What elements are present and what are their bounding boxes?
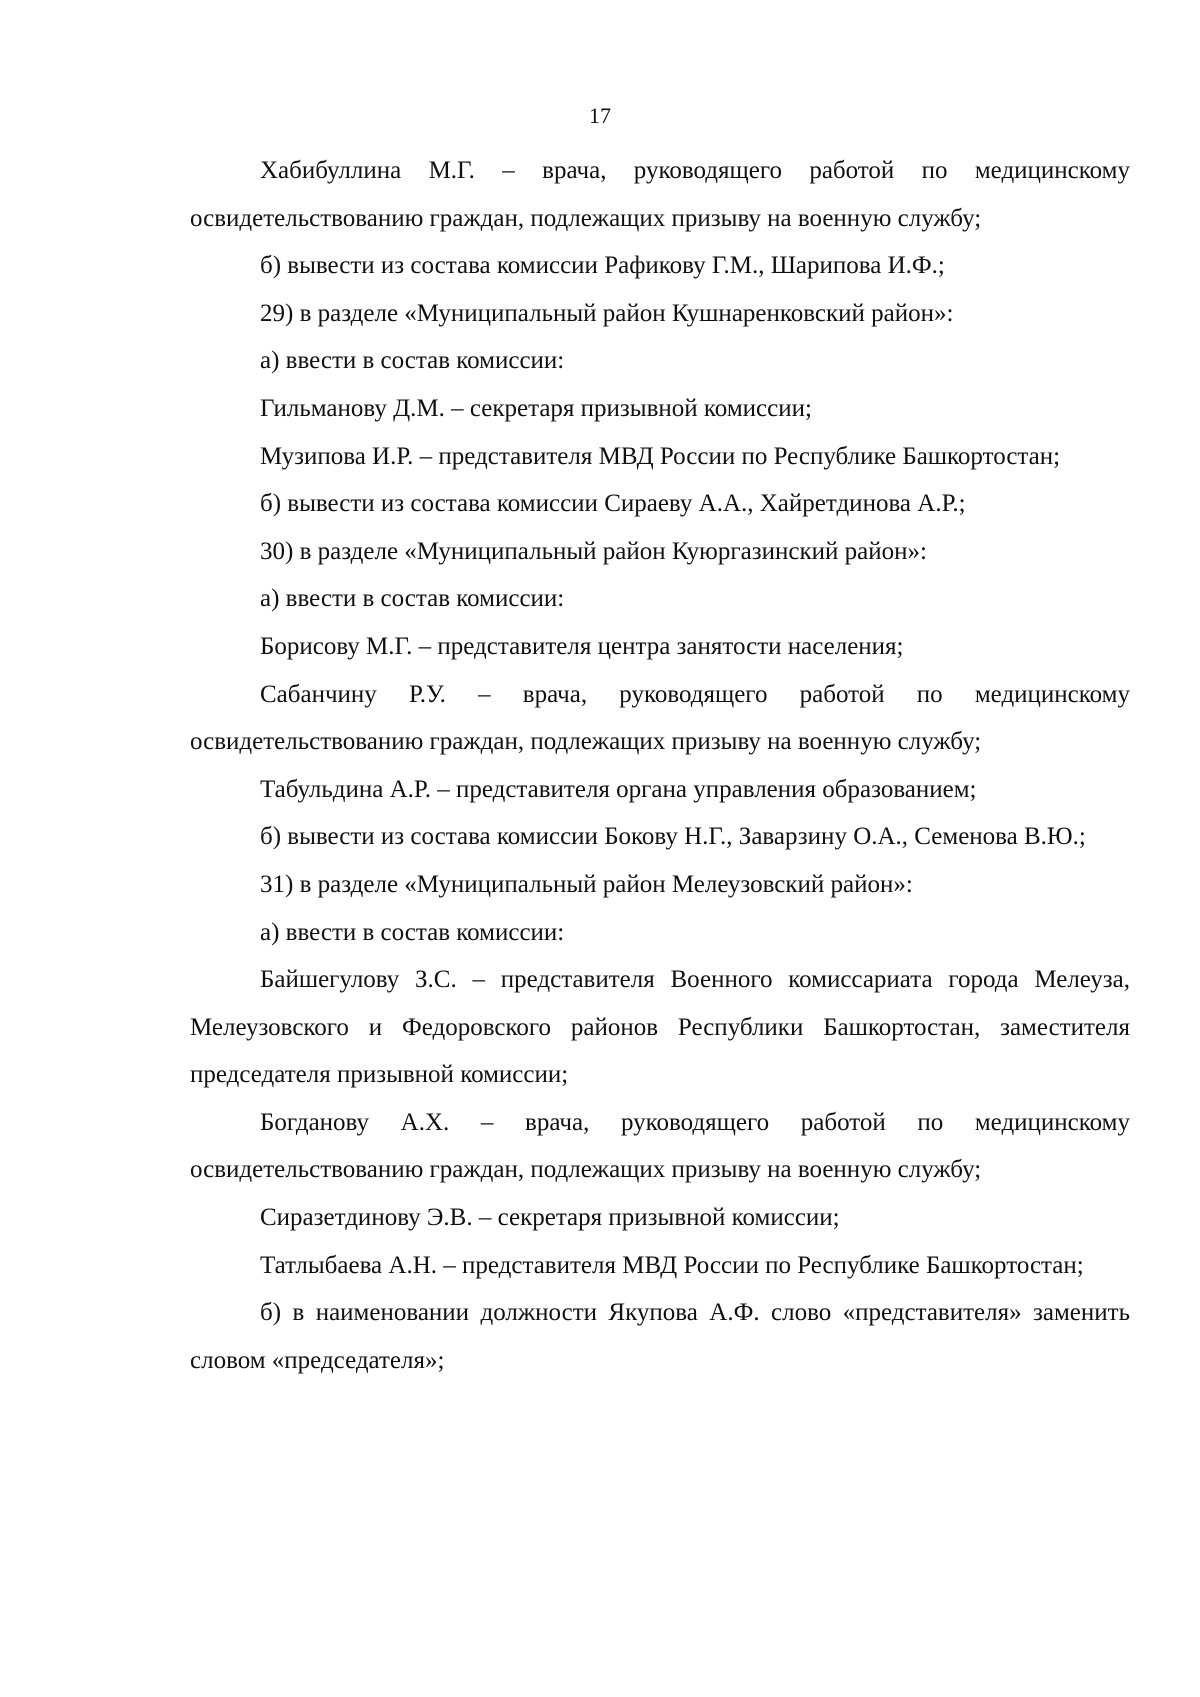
- paragraph-muzipov: Музипова И.Р. – представителя МВД России по Республике Башкортостан;: [260, 442, 1061, 470]
- paragraph-habibullina: Хабибуллина М.Г. – врача, руководящего работой по медицинскому освидетельствованию граждан, подлежащих призыву на военную службу;: [190, 157, 1130, 232]
- paragraph-sirazetdinova: Сиразетдинову Э.В. – секретаря призывной комиссии;: [260, 1204, 840, 1232]
- paragraph-add-to-commission: а) ввести в состав комиссии:: [260, 918, 565, 946]
- paragraph-section-29: 29) в разделе «Муниципальный район Кушнаренковский район»:: [260, 299, 954, 327]
- page-number: 17: [589, 103, 611, 128]
- paragraph-yakupov-title: б) в наименовании должности Якупова А.Ф. слово «представителя» заменить словом «председателя»;: [190, 1299, 1130, 1374]
- paragraph-gilmanova: Гильманову Д.М. – секретаря призывной комиссии;: [260, 394, 812, 422]
- paragraph-section-30: 30) в разделе «Муниципальный район Куюргазинский район»:: [260, 537, 927, 565]
- paragraph-remove-siraeva: б) вывести из состава комиссии Сираеву А.А., Хайретдинова А.Р.;: [260, 490, 966, 518]
- paragraph-add-to-commission: а) ввести в состав комиссии:: [260, 347, 565, 375]
- paragraph-section-31: 31) в разделе «Муниципальный район Мелеузовский район»:: [260, 870, 913, 898]
- paragraph-bayshegulova: Байшегулову З.С. – представителя Военного комиссариата города Мелеуза, Мелеузовского и Федоровского районов Республики Башкортостан, заместителя председателя призывной комиссии;: [190, 966, 1130, 1089]
- document-body: [190, 147, 1130, 1384]
- paragraph-add-to-commission: а) ввести в состав комиссии:: [260, 585, 565, 613]
- paragraph-bogdanova: Богданову А.Х. – врача, руководящего работой по медицинскому освидетельствованию граждан, подлежащих призыву на военную службу;: [190, 1108, 1130, 1184]
- paragraph-remove-rafikova: б) вывести из состава комиссии Рафикову Г.М., Шарипова И.Ф.;: [260, 252, 945, 280]
- paragraph-tatlybaev: Татлыбаева А.Н. – представителя МВД России по Республике Башкортостан;: [260, 1251, 1084, 1279]
- paragraph-remove-bokova: б) вывести из состава комиссии Бокову Н.Г., Заварзину О.А., Семенова В.Ю.;: [260, 823, 1086, 851]
- paragraph-borisova: Борисову М.Г. – представителя центра занятости населения;: [260, 632, 904, 660]
- paragraph-tabuldin: Табульдина А.Р. – представителя органа управления образованием;: [260, 775, 977, 803]
- paragraph-sabanchina: Сабанчину Р.У. – врача, руководящего работой по медицинскому освидетельствованию граждан, подлежащих призыву на военную службу;: [190, 680, 1130, 756]
